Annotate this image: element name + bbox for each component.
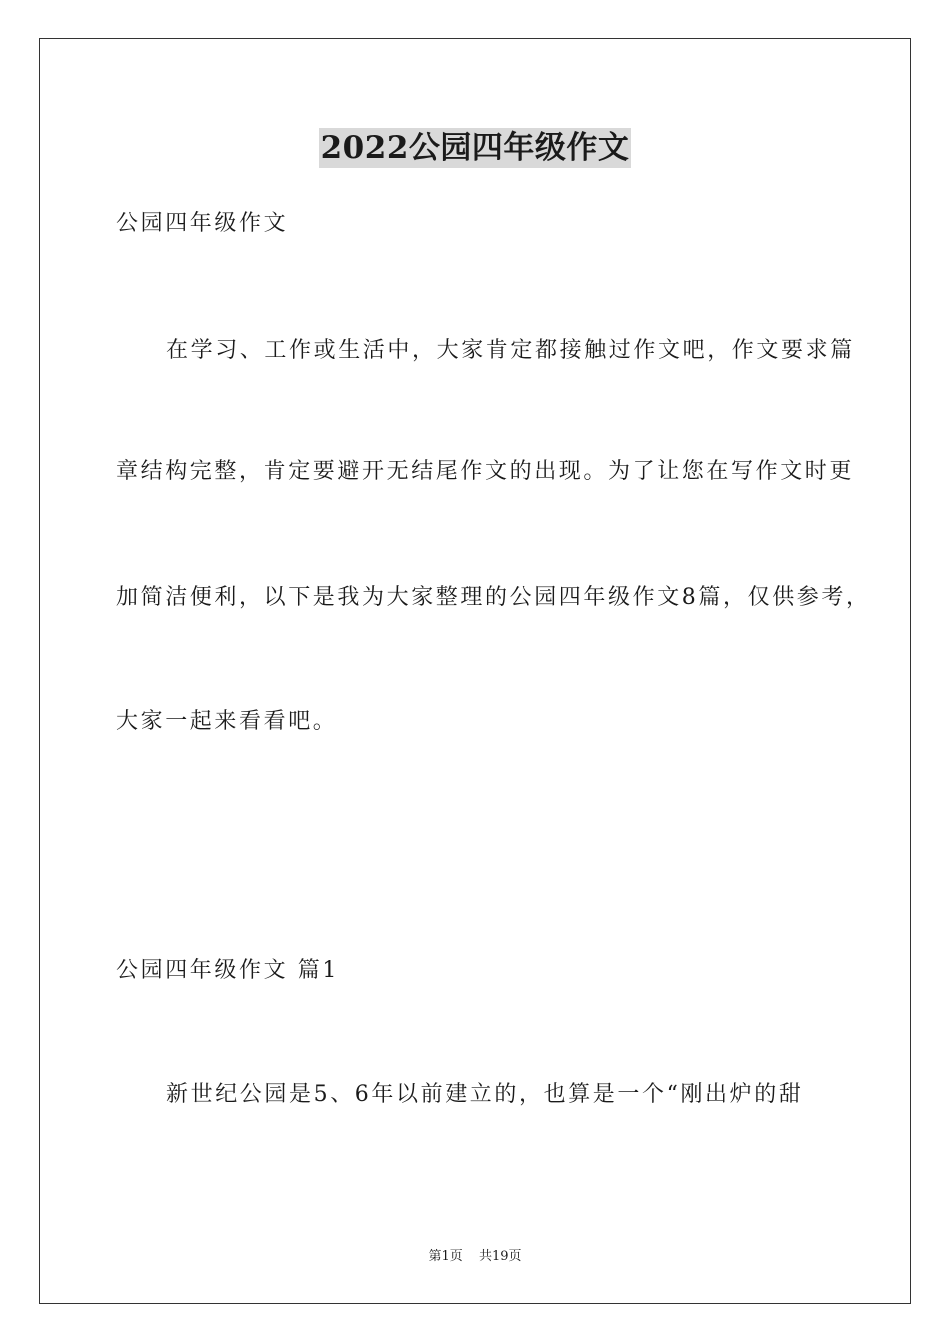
page-number: 第1页 [428,1249,463,1264]
paragraph-line: 在学习、工作或生活中，大家肯定都接触过作文吧，作文要求篇 [166,338,855,363]
section-heading: 公园四年级作文 篇1 [116,958,339,983]
paragraph-line: 新世纪公园是5、6年以前建立的，也算是一个“刚出炉的甜 [166,1082,804,1107]
paragraph-line: 大家一起来看看吧。 [116,709,338,734]
paragraph-line: 章结构完整，肯定要避开无结尾作文的出现。为了让您在写作文时更 [116,459,855,484]
document-title: 2022公园四年级作文 [320,130,630,166]
title-container [0,128,950,168]
page-footer [0,1248,950,1266]
paragraph-line: 加简洁便利，以下是我为大家整理的公园四年级作文8篇，仅供参考， [116,585,871,610]
document-subtitle: 公园四年级作文 [116,211,289,236]
total-pages: 共19页 [478,1249,522,1264]
